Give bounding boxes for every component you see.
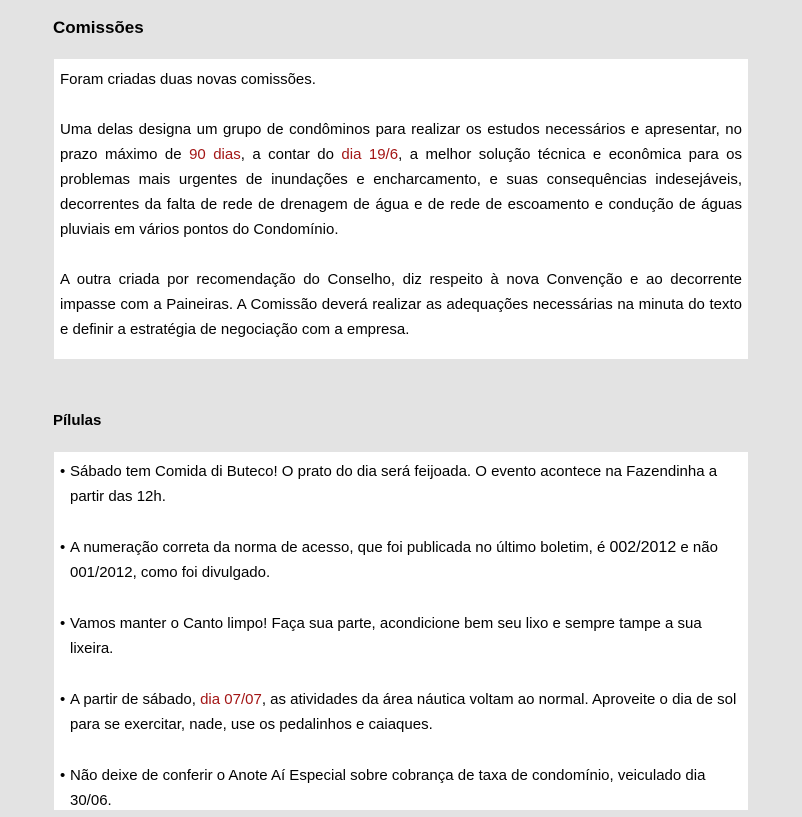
comissoes-paragraph-3: A outra criada por recomendação do Conselho, diz respeito à nova Convenção e ao decorrente impasse com a Paineiras. A Comissão deverá realizar as adequações necessárias na minuta do texto e definir a estratégia de negociação com a empresa. bbox=[60, 271, 742, 338]
bullet-icon: • bbox=[60, 539, 66, 556]
list-item-text-a: A numeração correta da norma de acesso, que foi publicada no último boletim, é bbox=[70, 539, 610, 556]
date-highlight: dia 19/6 bbox=[341, 146, 399, 163]
bullet-icon: • bbox=[60, 767, 66, 784]
comissoes-paragraph-1: Foram criadas duas novas comissões. bbox=[60, 71, 316, 88]
list-item-text-c: , as atividades da área náutica voltam ao normal. Aproveite o dia de sol para se exercitar, nade, use os pedalinhos e caiaques. bbox=[70, 691, 737, 733]
bullet-icon: • bbox=[60, 691, 66, 708]
comissoes-p2-text-c: , a contar do bbox=[240, 146, 342, 163]
pilulas-list bbox=[60, 459, 742, 813]
section-title-comissoes: Comissões bbox=[53, 18, 144, 37]
bullet-icon: • bbox=[60, 463, 66, 480]
comissoes-p2-text-e: , a melhor solução técnica e econômica para os problemas mais urgentes de inundações e encharcamento, e suas consequências indesejáveis, decorrentes da falta de rede de drenagem de água e de rede de escoamento e condução de águas pluviais em vários pontos do Condomínio. bbox=[60, 146, 742, 238]
norma-number: 002/2012 bbox=[609, 539, 677, 556]
pilulas-content-box bbox=[54, 452, 748, 810]
list-item bbox=[60, 611, 742, 661]
list-item bbox=[60, 535, 742, 585]
comissoes-p2-text-a: Uma delas designa um grupo de condôminos para realizar os estudos necessários e apresentar, no prazo máximo de bbox=[60, 121, 742, 163]
list-item bbox=[60, 763, 742, 813]
comissoes-paragraph-2 bbox=[60, 117, 742, 242]
prazo-highlight: 90 dias bbox=[189, 146, 241, 163]
list-item-text: Não deixe de conferir o Anote Aí Especial sobre cobrança de taxa de condomínio, veiculado dia 30/06. bbox=[70, 767, 706, 809]
list-item-text-a: A partir de sábado, bbox=[70, 691, 201, 708]
date-highlight: dia 07/07 bbox=[200, 691, 262, 708]
list-item bbox=[60, 687, 742, 737]
comissoes-content-box bbox=[54, 59, 748, 359]
list-item bbox=[60, 459, 742, 509]
list-item-text-c: e não 001/2012, como foi divulgado. bbox=[70, 539, 718, 581]
bullet-icon: • bbox=[60, 615, 66, 632]
list-item-text: Sábado tem Comida di Buteco! O prato do dia será feijoada. O evento acontece na Fazendinha a partir das 12h. bbox=[70, 463, 718, 505]
list-item-text: Vamos manter o Canto limpo! Faça sua parte, acondicione bem seu lixo e sempre tampe a sua lixeira. bbox=[70, 615, 702, 657]
section-title-pilulas: Pílulas bbox=[53, 412, 102, 429]
